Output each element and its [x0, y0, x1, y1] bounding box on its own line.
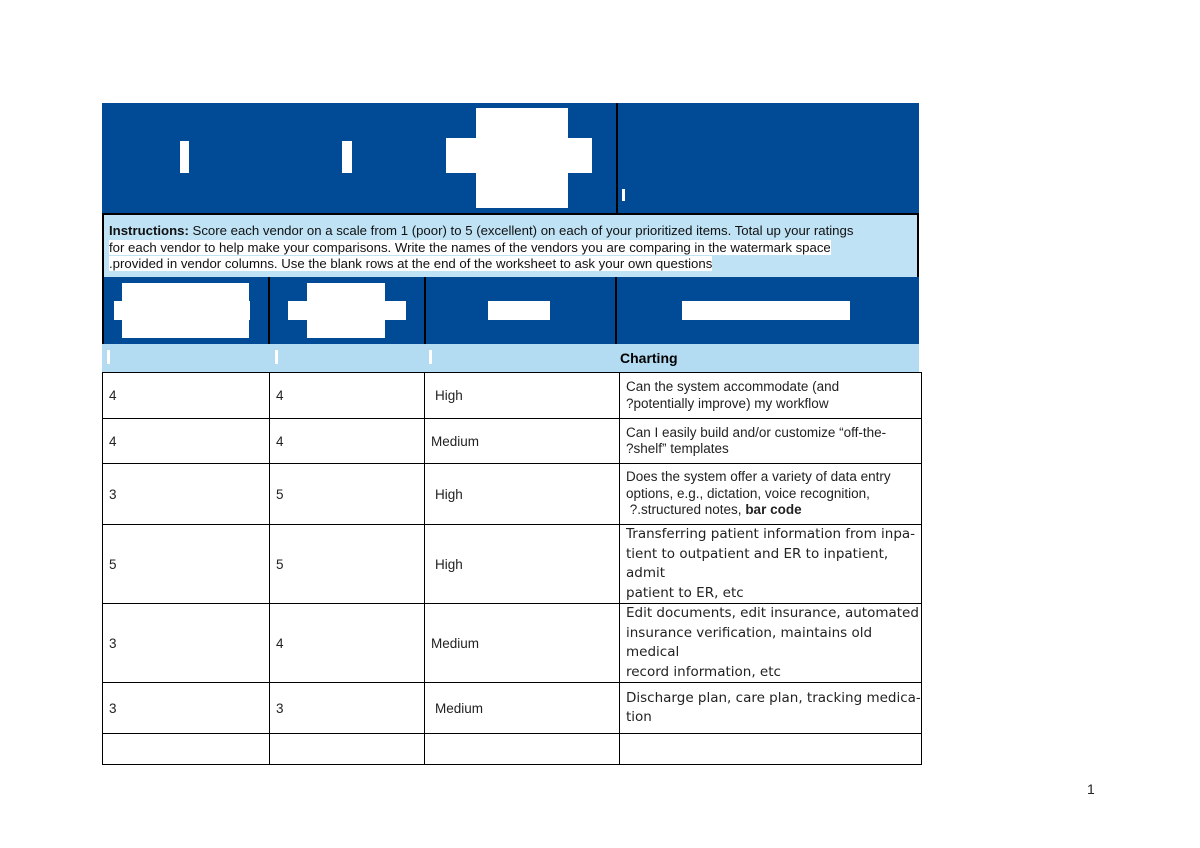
redaction-block [622, 189, 625, 201]
vendor-2-score[interactable]: 4 [270, 419, 425, 464]
vendor-1-score[interactable]: 3 [103, 683, 270, 734]
instructions-line-3: .provided in vendor columns. Use the blank rows at the end of the worksheet to ask your own questions [109, 256, 713, 272]
question-cell [620, 525, 922, 604]
instructions-box [102, 213, 919, 279]
redaction-block [122, 283, 249, 301]
question-line: ?potentially improve) my workflow [626, 395, 829, 411]
redaction-block [476, 173, 568, 208]
priority-cell[interactable] [425, 734, 620, 765]
vendor-2-score[interactable]: 3 [270, 683, 425, 734]
question-line: tion [626, 709, 652, 725]
vendor-2-score[interactable]: 5 [270, 525, 425, 604]
section-row [102, 344, 919, 372]
priority-cell[interactable]: Medium [425, 683, 620, 734]
question-cell [620, 464, 922, 525]
comparison-table [102, 372, 922, 765]
vendor-1-score[interactable]: 3 [103, 604, 270, 683]
question-line: Edit documents, edit insurance, automated [626, 605, 919, 621]
question-line: Discharge plan, care plan, tracking medica- [626, 689, 921, 706]
instructions-line-2: for each vendor to help make your comparisons. Write the names of the vendors you are comparing in the watermark space [109, 239, 831, 255]
question-cell [620, 604, 922, 683]
redaction-block [429, 350, 432, 364]
redaction-block [180, 141, 189, 173]
instructions-line-1: Score each vendor on a scale from 1 (poor) to 5 (excellent) on each of your prioritized items. Total up your ratings [188, 223, 854, 238]
question-line: tient to outpatient and ER to inpatient, admit [626, 545, 889, 581]
column-divider [615, 277, 617, 344]
vendor-1-score[interactable]: 4 [103, 373, 270, 419]
instructions-label: Instructions: [109, 223, 189, 238]
question-line: ?shelf” templates [626, 441, 729, 456]
vendor-2-score[interactable]: 4 [270, 373, 425, 419]
column-divider [102, 277, 104, 344]
redaction-block [107, 350, 110, 364]
page-number: 1 [1087, 781, 1095, 797]
table-row [103, 464, 922, 525]
question-line: record information, etc [626, 663, 781, 680]
vendor-1-score[interactable] [103, 734, 270, 765]
question-line: options, e.g., dictation, voice recognition, [626, 485, 870, 501]
redaction-block [342, 141, 352, 173]
redaction-block [446, 138, 592, 173]
priority-cell[interactable]: High [425, 525, 620, 604]
vendor-1-score[interactable]: 3 [103, 464, 270, 525]
priority-cell[interactable]: Medium [425, 419, 620, 464]
priority-cell[interactable]: Medium [425, 604, 620, 683]
question-line: ?.structured notes, [626, 502, 746, 518]
section-title: Charting [620, 350, 678, 366]
redaction-block [288, 301, 406, 320]
question-line: Can the system accommodate (and [626, 379, 840, 394]
table-row [103, 683, 922, 734]
redaction-block [488, 301, 550, 320]
redaction-block [476, 108, 568, 138]
question-line: Transferring patient information from inpa- [626, 526, 916, 542]
table-row [103, 419, 922, 464]
question-emphasis: bar code [745, 502, 802, 518]
question-line: insurance verification, maintains old medical [626, 624, 873, 660]
table-row [103, 373, 922, 419]
redaction-block [122, 320, 249, 338]
question-line: patient to ER, etc [626, 584, 744, 601]
vendor-2-score[interactable]: 5 [270, 464, 425, 525]
vendor-2-score[interactable]: 4 [270, 604, 425, 683]
vendor-1-score[interactable]: 5 [103, 525, 270, 604]
column-divider [268, 277, 270, 344]
question-cell [620, 419, 922, 464]
redaction-block [307, 320, 385, 338]
redaction-block [307, 283, 385, 301]
table-row [103, 525, 922, 604]
header-divider [616, 103, 618, 213]
redaction-block [275, 350, 278, 364]
question-line: Does the system offer a variety of data entry [626, 469, 891, 485]
vendor-1-score[interactable]: 4 [103, 419, 270, 464]
redaction-block [682, 301, 850, 320]
column-divider [424, 277, 426, 344]
priority-cell[interactable]: High [425, 373, 620, 419]
table-row [103, 604, 922, 683]
question-line: Can I easily build and/or customize “off-the- [626, 424, 887, 440]
question-cell[interactable] [620, 734, 922, 765]
vendor-2-score[interactable] [270, 734, 425, 765]
redaction-block [114, 301, 250, 320]
question-cell [620, 683, 922, 734]
header-band [102, 103, 919, 213]
column-header-row [102, 277, 919, 344]
question-cell [620, 373, 922, 419]
table-row [103, 734, 922, 765]
priority-cell[interactable]: High [425, 464, 620, 525]
